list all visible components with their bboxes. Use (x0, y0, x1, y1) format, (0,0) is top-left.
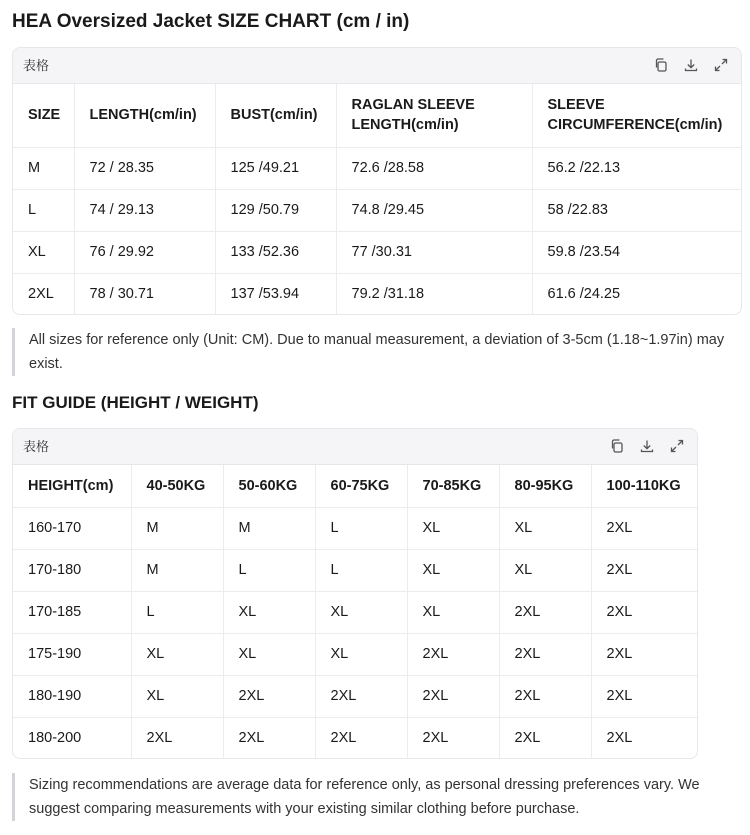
table-row (13, 231, 741, 273)
table-cell: 170-180 (13, 549, 131, 591)
table-cell: 180-190 (13, 675, 131, 717)
table-row (13, 717, 697, 759)
copy-icon[interactable] (609, 438, 625, 454)
table-cell: XL (131, 675, 223, 717)
table-cell: 74 / 29.13 (74, 189, 215, 231)
table-cell: 180-200 (13, 717, 131, 759)
copy-icon[interactable] (653, 57, 669, 73)
table-cell: 2XL (407, 633, 499, 675)
table-cell: 78 / 30.71 (74, 273, 215, 315)
table-row (13, 147, 741, 189)
table-cell: XL (315, 633, 407, 675)
table-row (13, 633, 697, 675)
table-cell: 2XL (591, 633, 697, 675)
download-icon[interactable] (683, 57, 699, 73)
size-chart-table (13, 84, 741, 315)
column-header: 50-60KG (223, 465, 315, 507)
column-header: 40-50KG (131, 465, 223, 507)
column-header: 70-85KG (407, 465, 499, 507)
table-header-row (13, 84, 741, 147)
table-label: 表格 (23, 439, 50, 454)
table-cell: 58 /22.83 (532, 189, 741, 231)
table-cell: 133 /52.36 (215, 231, 336, 273)
table-cell: M (131, 507, 223, 549)
table-row (13, 507, 697, 549)
table-cell: 77 /30.31 (336, 231, 532, 273)
table-cell: 2XL (591, 507, 697, 549)
table-cell: 160-170 (13, 507, 131, 549)
table-cell: XL (131, 633, 223, 675)
table-cell: 2XL (499, 675, 591, 717)
table-row (13, 189, 741, 231)
size-chart-title: HEA Oversized Jacket SIZE CHART (cm / in) (12, 11, 410, 32)
table-cell: XL (315, 591, 407, 633)
fit-guide-table (13, 465, 697, 759)
table-cell: XL (499, 549, 591, 591)
table-cell: M (223, 507, 315, 549)
table-cell: 2XL (591, 549, 697, 591)
table-cell: XL (223, 633, 315, 675)
table-cell: 2XL (499, 633, 591, 675)
column-header: BUST(cm/in) (215, 84, 336, 147)
table-cell: 2XL (606, 730, 633, 747)
table-cell: 2XL (407, 675, 499, 717)
column-header: LENGTH(cm/in) (74, 84, 215, 147)
table-cell: XL (407, 591, 499, 633)
size-chart-card (12, 47, 742, 315)
table-cell: L (223, 549, 315, 591)
column-header: HEIGHT(cm) (13, 465, 131, 507)
table-cell: 137 /53.94 (215, 273, 336, 315)
table-row (13, 675, 697, 717)
table-header-row (13, 465, 697, 507)
column-header: SIZE (13, 84, 74, 147)
table-cell: L (13, 189, 74, 231)
table-cell: 2XL (499, 591, 591, 633)
table-cell: 125 /49.21 (215, 147, 336, 189)
table-cell: 129 /50.79 (215, 189, 336, 231)
table-cell: 2XL (13, 273, 74, 315)
table-cell: 2XL (591, 591, 697, 633)
table-cell: 59.8 /23.54 (532, 231, 741, 273)
table-cell: 72.6 /28.58 (336, 147, 532, 189)
size-chart-note: All sizes for reference only (Unit: CM). Due to manual measurement, a deviation of 3-5cm (1.18~1.97in) may exist. (12, 328, 737, 376)
table-cell: 2XL (499, 717, 591, 759)
table-cell: L (315, 549, 407, 591)
table-cell: XL (407, 549, 499, 591)
table-cell: 2XL (223, 675, 315, 717)
column-header: 100-110KG (591, 465, 697, 507)
table-cell: 175-190 (13, 633, 131, 675)
table-cell: L (131, 591, 223, 633)
table-cell: XL (223, 591, 315, 633)
column-header: SLEEVE CIRCUMFERENCE(cm/in) (532, 84, 741, 147)
table-cell: L (315, 507, 407, 549)
expand-icon[interactable] (713, 57, 729, 73)
column-header: 80-95KG (499, 465, 591, 507)
table-row (13, 273, 741, 315)
table-cell: 2XL (315, 675, 407, 717)
table-cell: 76 / 29.92 (74, 231, 215, 273)
table-cell: 72 / 28.35 (74, 147, 215, 189)
column-header: RAGLAN SLEEVE LENGTH(cm/in) (336, 84, 532, 147)
table-cell: XL (407, 507, 499, 549)
fit-guide-title: FIT GUIDE (HEIGHT / WEIGHT) (12, 393, 259, 412)
download-icon[interactable] (639, 438, 655, 454)
table-header-bar (13, 429, 697, 465)
table-cell: 2XL (407, 717, 499, 759)
table-cell: M (131, 549, 223, 591)
table-cell: M (13, 147, 74, 189)
fit-guide-card (12, 428, 698, 759)
table-cell: 56.2 /22.13 (532, 147, 741, 189)
table-cell: XL (13, 231, 74, 273)
table-cell: 79.2 /31.18 (336, 273, 532, 315)
table-header-bar (13, 48, 741, 84)
column-header: 60-75KG (315, 465, 407, 507)
table-row (13, 591, 697, 633)
table-cell: 170-185 (13, 591, 131, 633)
expand-icon[interactable] (669, 438, 685, 454)
table-label: 表格 (23, 58, 50, 73)
table-cell: XL (499, 507, 591, 549)
table-toolbar (653, 57, 729, 73)
table-toolbar (609, 438, 685, 454)
table-cell: 2XL (591, 675, 697, 717)
table-cell: 74.8 /29.45 (336, 189, 532, 231)
table-row (13, 549, 697, 591)
fit-guide-note: Sizing recommendations are average data for reference only, as personal dressing preferences vary. We suggest comparing measurements with your existing similar clothing before purchase. (12, 773, 737, 821)
table-cell: 2XL (315, 717, 407, 759)
table-cell: 2XL (131, 717, 223, 759)
table-cell: 61.6 /24.25 (547, 286, 621, 303)
table-cell: 2XL (223, 717, 315, 759)
